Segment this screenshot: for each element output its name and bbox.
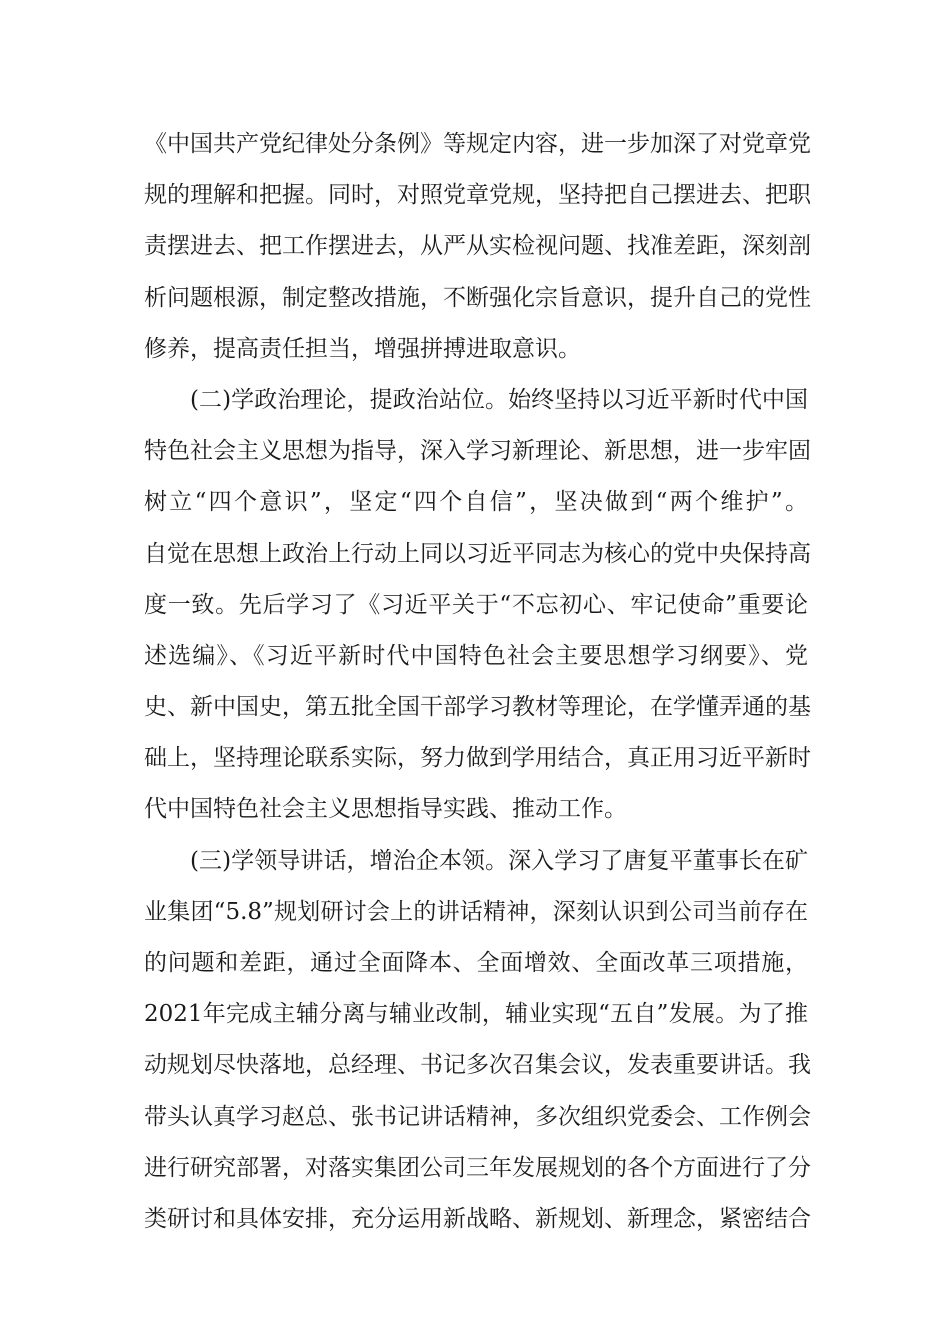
- text-line: 度一致。先后学习了《习近平关于“不忘初心、牢记使命”重要论: [144, 591, 808, 618]
- text-line: (二)学政治理论，提政治站位。始终坚持以习近平新时代中国: [190, 386, 808, 413]
- text-line: 业集团“5.8”规划研讨会上的讲话精神，深刻认识到公司当前存在: [144, 898, 808, 925]
- text-line: 述选编》、《习近平新时代中国特色社会主要思想学习纲要》、党: [144, 642, 808, 669]
- text-line: 带头认真学习赵总、张书记讲话精神，多次组织党委会、工作例会: [144, 1103, 811, 1130]
- text-line: 代中国特色社会主义思想指导实践、推动工作。: [144, 796, 627, 823]
- text-line: 2021年完成主辅分离与辅业改制，辅业实现“五自”发展。为了推: [144, 1001, 808, 1028]
- text-line: 树立“四个意识”，坚定“四个自信”，坚决做到“两个维护”。: [144, 489, 808, 516]
- text-line: 《中国共产党纪律处分条例》等规定内容，进一步加深了对党章党: [144, 131, 811, 157]
- text-line: 础上，坚持理论联系实际，努力做到学用结合，真正用习近平新时: [144, 745, 811, 772]
- text-line: 自觉在思想上政治上行动上同以习近平同志为核心的党中央保持高: [144, 540, 811, 567]
- text-line: 类研讨和具体安排，充分运用新战略、新规划、新理念，紧密结合: [144, 1205, 811, 1232]
- text-line: 析问题根源，制定整改措施，不断强化宗旨意识，提升自己的党性: [144, 284, 811, 311]
- text-line: (三)学领导讲话，增治企本领。深入学习了唐复平董事长在矿: [190, 847, 808, 874]
- text-line: 特色社会主义思想为指导，深入学习新理论、新思想，进一步牢固: [144, 438, 811, 465]
- document-body: [144, 119, 811, 1245]
- text-line: 的问题和差距，通过全面降本、全面增效、全面改革三项措施，: [144, 950, 808, 976]
- text-line: 修养，提高责任担当，增强拼搏进取意识。: [144, 335, 581, 362]
- text-line: 动规划尽快落地，总经理、书记多次召集会议，发表重要讲话。我: [144, 1052, 811, 1079]
- text-line: 规的理解和把握。同时，对照党章党规，坚持把自己摆进去、把职: [144, 182, 811, 209]
- text-line: 责摆进去、把工作摆进去，从严从实检视问题、找准差距，深刻剖: [144, 233, 811, 260]
- text-line: 史、新中国史，第五批全国干部学习教材等理论，在学懂弄通的基: [144, 694, 811, 721]
- text-line: 进行研究部署，对落实集团公司三年发展规划的各个方面进行了分: [144, 1154, 811, 1181]
